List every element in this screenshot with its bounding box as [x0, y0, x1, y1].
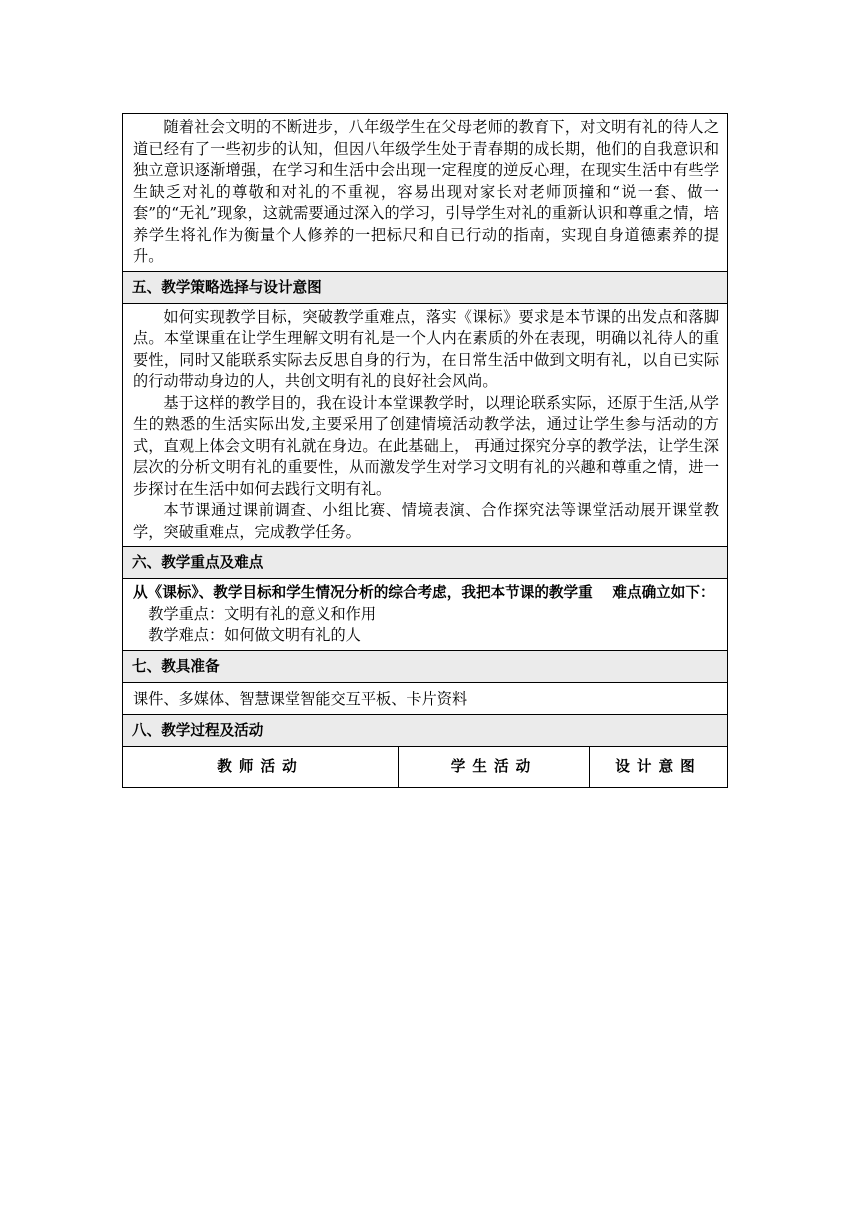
key-points-content [123, 579, 727, 651]
column-teacher-activity: 教师活动 [123, 747, 399, 787]
strategy-paragraph-3: 本节课通过课前调查、小组比赛、情境表演、合作探究法等课堂活动展开课堂教学，突破重难点，完成教学任务。 [133, 501, 719, 541]
section-heading-strategy: 五、教学策略选择与设计意图 [123, 272, 727, 304]
materials-content: 课件、多媒体、智慧课堂智能交互平板、卡片资料 [123, 683, 727, 715]
intro-paragraph: 随着社会文明的不断进步，八年级学生在父母老师的教育下，对文明有礼的待人之道已经有了一些初步的认知，但因八年级学生处于青春期的成长期，他们的自我意识和独立意识逐渐增强，在学习和生活中会出现一定程度的逆反心理，在现实生活中有些学生缺乏对礼的尊敬和对礼的不重视，容易出现对家长对老师顶撞和“说一套、做一套”的“无礼”现象，这就需要通过深入的学习，引导学生对礼的重新认识和尊重之情，培养学生将礼作为衡量个人修养的一把标尺和自已行动的指南，实现自身道德素养的提升。 [133, 118, 719, 265]
column-student-activity: 学生活动 [399, 747, 590, 787]
column-design-intent: 设计意图 [615, 757, 702, 775]
activity-column-headers [123, 747, 727, 787]
strategy-content [123, 304, 727, 548]
section-heading-key-points: 六、教学重点及难点 [123, 547, 727, 579]
difficult-point-line: 教学难点：如何做文明有礼的人 [148, 626, 361, 644]
section-heading-process: 八、教学过程及活动 [123, 715, 727, 747]
key-points-intro: 从《课标》、教学目标和学生情况分析的综合考虑，我把本节课的教学重 难点确立如下： [133, 584, 715, 601]
strategy-paragraph-2: 基于这样的教学目的，我在设计本堂课教学时，以理论联系实际，还原于生活,从学生的熟悉的生活实际出发,主要采用了创建情境活动教学法，通过让学生参与活动的方式，直观上体会文明有礼就在身边。在此基础上， 再通过探究分享的教学法，让学生深层次的分析文明有礼的重要性，从而激发学生对学习文明有礼的兴趣和尊重之情，进一步探讨在生活中如何去践行文明有礼。 [133, 393, 719, 498]
intro-paragraph-cell [123, 114, 727, 272]
strategy-paragraph-1: 如何实现教学目标，突破教学重难点，落实《课标》要求是本节课的出发点和落脚点。本堂课重在让学生理解文明有礼是一个人内在素质的外在表现，明确以礼待人的重要性，同时又能联系实际去反思自身的行为，在日常生活中做到文明有礼，以自已实际的行动带动身边的人，共创文明有礼的良好社会风尚。 [133, 307, 719, 390]
key-point-line: 教学重点：文明有礼的意义和作用 [148, 604, 376, 623]
section-heading-materials: 七、教具准备 [123, 651, 727, 683]
lesson-plan-table [122, 113, 728, 788]
